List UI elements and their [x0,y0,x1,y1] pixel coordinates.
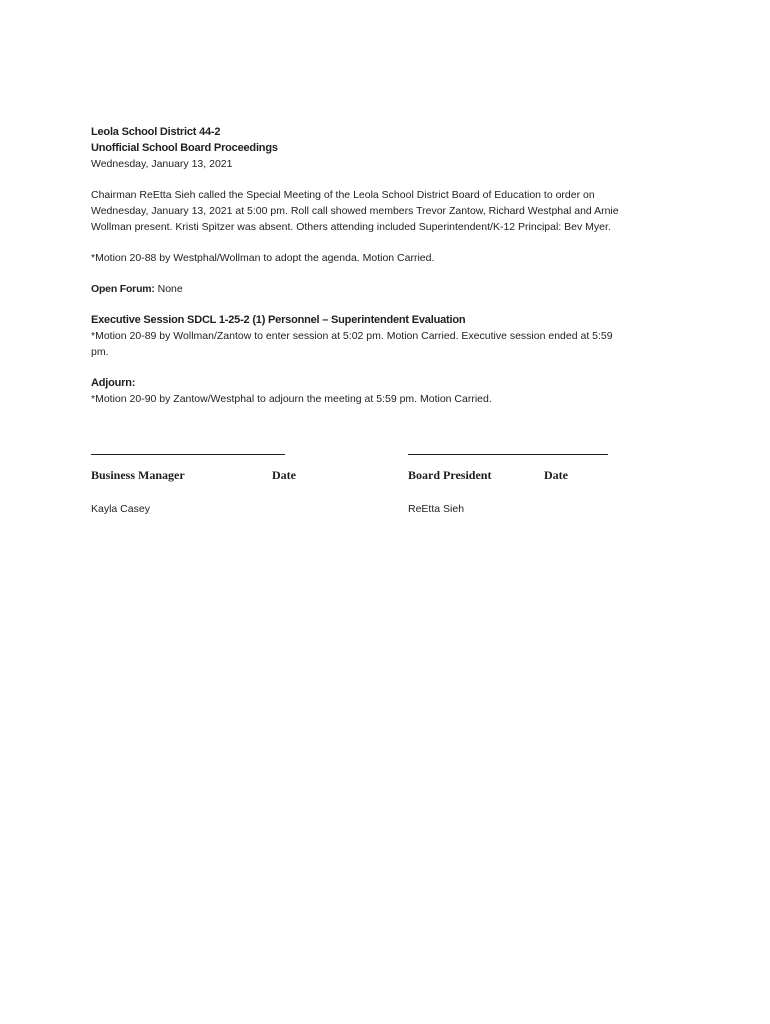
executive-motion-line: pm. [91,346,109,358]
business-manager-label: Business Manager [91,468,185,482]
adjourn-motion: *Motion 20-90 by Zantow/Westphal to adjourn the meeting at 5:59 pm. Motion Carried. [91,393,492,405]
intro-paragraph [91,187,681,235]
document-body [91,124,681,407]
open-forum-label: Open Forum: [91,283,155,295]
motion-agenda: *Motion 20-88 by Westphal/Wollman to adopt the agenda. Motion Carried. [91,252,435,264]
board-president-signature-line [408,442,608,455]
business-manager-date-label: Date [272,468,296,482]
meeting-date: Wednesday, January 13, 2021 [91,158,233,170]
open-forum-value: None [154,283,183,295]
document-title: Unofficial School Board Proceedings [91,142,278,154]
adjourn-heading: Adjourn: [91,377,136,389]
executive-motion-line: *Motion 20-89 by Wollman/Zantow to enter session at 5:02 pm. Motion Carried. Executive session ended at 5:59 [91,330,613,342]
executive-session-heading: Executive Session SDCL 1-25-2 (1) Personnel – Superintendent Evaluation [91,314,466,326]
intro-line: Chairman ReEtta Sieh called the Special Meeting of the Leola School District Board of Education to order on [91,189,595,201]
intro-line: Wednesday, January 13, 2021 at 5:00 pm. Roll call showed members Trevor Zantow, Richard Westphal and Arnie [91,205,619,217]
board-president-label: Board President [408,468,492,482]
district-name: Leola School District 44-2 [91,126,221,138]
signature-block [91,442,691,522]
business-manager-name: Kayla Casey [91,503,150,515]
intro-line: Wollman present. Kristi Spitzer was absent. Others attending included Superintendent/K-12 Principal: Bev Myer. [91,221,611,233]
business-manager-signature-line [91,442,285,455]
open-forum [91,281,681,297]
board-president-name: ReEtta Sieh [408,503,465,515]
board-president-date-label: Date [544,468,568,482]
